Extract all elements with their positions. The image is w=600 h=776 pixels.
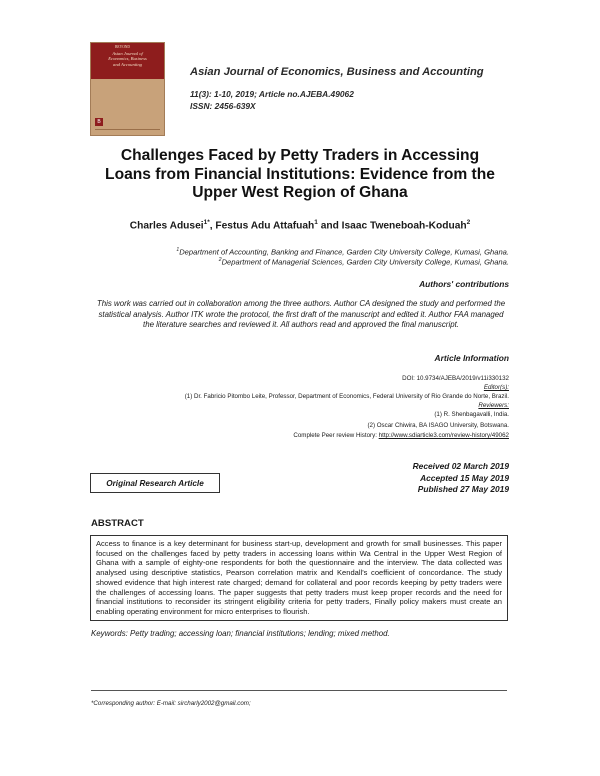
paper-title-line: Upper West Region of Ghana xyxy=(192,184,408,201)
affiliation-mark: 1 xyxy=(176,247,180,253)
author-name: Isaac Tweneboah-Koduah xyxy=(341,220,467,232)
article-type: Original Research Article xyxy=(106,478,204,488)
accepted-date: Accepted 15 May 2019 xyxy=(420,473,509,483)
footnote-divider xyxy=(91,690,507,691)
paper-title-line: Loans from Financial Institutions: Evidence from the xyxy=(105,165,495,183)
keywords: Keywords: Petty trading; accessing loan; financial institutions; lending; mixed method. xyxy=(91,629,390,638)
review-history-link[interactable]: http://www.sdiarticle3.com/review-history/49062 xyxy=(378,432,509,439)
reviewers-label xyxy=(478,402,509,409)
cover-divider xyxy=(95,129,160,130)
author-name: Charles Adusei xyxy=(129,220,204,232)
cover-title-band xyxy=(91,43,164,79)
paper-title-line: Challenges Faced by Petty Traders in Accessing xyxy=(120,147,480,164)
affiliation-text: Department of Accounting, Banking and Finance, Garden City University College, Kumasi, Ghana. xyxy=(179,247,509,257)
affiliation xyxy=(176,247,509,257)
cover-title-line: Asian Journal of xyxy=(112,51,143,56)
editors-label-text: Editor(s): xyxy=(483,384,509,391)
cover-title-line: Economics, Business xyxy=(108,56,147,62)
author-affiliation-mark: 2 xyxy=(466,219,471,226)
journal-issn: ISSN: 2456-639X xyxy=(190,101,256,111)
journal-name: Asian Journal of Economics, Business and Accounting xyxy=(190,66,484,78)
paper-title xyxy=(80,147,520,203)
editors-label xyxy=(484,384,509,391)
abstract-text: Access to finance is a key determinant for business start-up, development and growth for small businesses. This paper focused on the challenges faced by petty traders in accessing loans within Wa Central in the Upper West Region of Ghana with a sample of eighty-one respondents for both the questionnaire and the interview. The data collected was analysed using descriptive statistics, Pearson correlation matrix and Kendall's coefficient of concordance. The study showed evidence that high interest rate charged; demand for collateral and poor records keeping by petty traders were the challenges of accessing loans. The paper suggests that petty traders must keep proper records and the need for financial institutions to reconsider its stringent eligibility criteria for petty traders, Finally policy makers must create an enabling operating environment for micro enterprises to flourish. xyxy=(96,539,502,616)
contributions-text: This work was carried out in collaboration among the three authors. Author CA designed the study and performed the statistical analysis. Author ITK wrote the protocol, the first draft of the manuscript and edited it. Author FAA managed the literature searches and reviewed it. All authors read and approved the final manuscript. xyxy=(96,299,506,329)
published-date: Published 27 May 2019 xyxy=(417,484,509,494)
author-separator: , xyxy=(209,220,216,232)
cover-tag: BEYOND xyxy=(115,45,130,49)
journal-cover xyxy=(90,42,165,136)
cover-title-line: and Accounting xyxy=(113,61,142,67)
reviewer-entry: (2) Oscar Chiwira, BA ISAGO University, Botswana. xyxy=(367,422,509,429)
abstract-heading: ABSTRACT xyxy=(91,518,144,529)
reviewer-entry: (1) R. Shenbagavalli, India. xyxy=(434,411,509,418)
article-info-heading: Article Information xyxy=(434,353,509,363)
author-affiliation-mark: 1* xyxy=(203,219,210,226)
author-affiliation-mark: 1 xyxy=(314,219,318,226)
received-date: Received 02 March 2019 xyxy=(412,461,509,471)
affiliation xyxy=(219,257,509,267)
journal-citation: 11(3): 1-10, 2019; Article no.AJEBA.49062 xyxy=(190,89,354,99)
abstract-box xyxy=(90,535,508,621)
publisher-logo-icon: B xyxy=(95,118,103,126)
corresponding-author: *Corresponding author: E-mail: sircharly2002@gmail.com; xyxy=(91,700,251,707)
reviewers-label-text: Reviewers: xyxy=(478,402,509,409)
review-history xyxy=(293,432,509,439)
affiliation-text: Department of Managerial Sciences, Garden City University College, Kumasi, Ghana. xyxy=(221,257,509,267)
author-name: Festus Adu Attafuah xyxy=(215,220,315,232)
doi: DOI: 10.9734/AJEBA/2019/v11i330132 xyxy=(402,375,509,382)
editor-entry: (1) Dr. Fabricio Pitombo Leite, Professor, Department of Economics, Federal University of Rio Grande do Norte, Brazil. xyxy=(184,393,509,400)
contributions-heading: Authors' contributions xyxy=(419,279,509,289)
author-list xyxy=(60,219,540,231)
article-type-box xyxy=(90,473,220,493)
affiliation-mark: 2 xyxy=(218,257,222,263)
review-history-label: Complete Peer review History: xyxy=(293,432,379,439)
author-separator: and xyxy=(317,220,342,232)
